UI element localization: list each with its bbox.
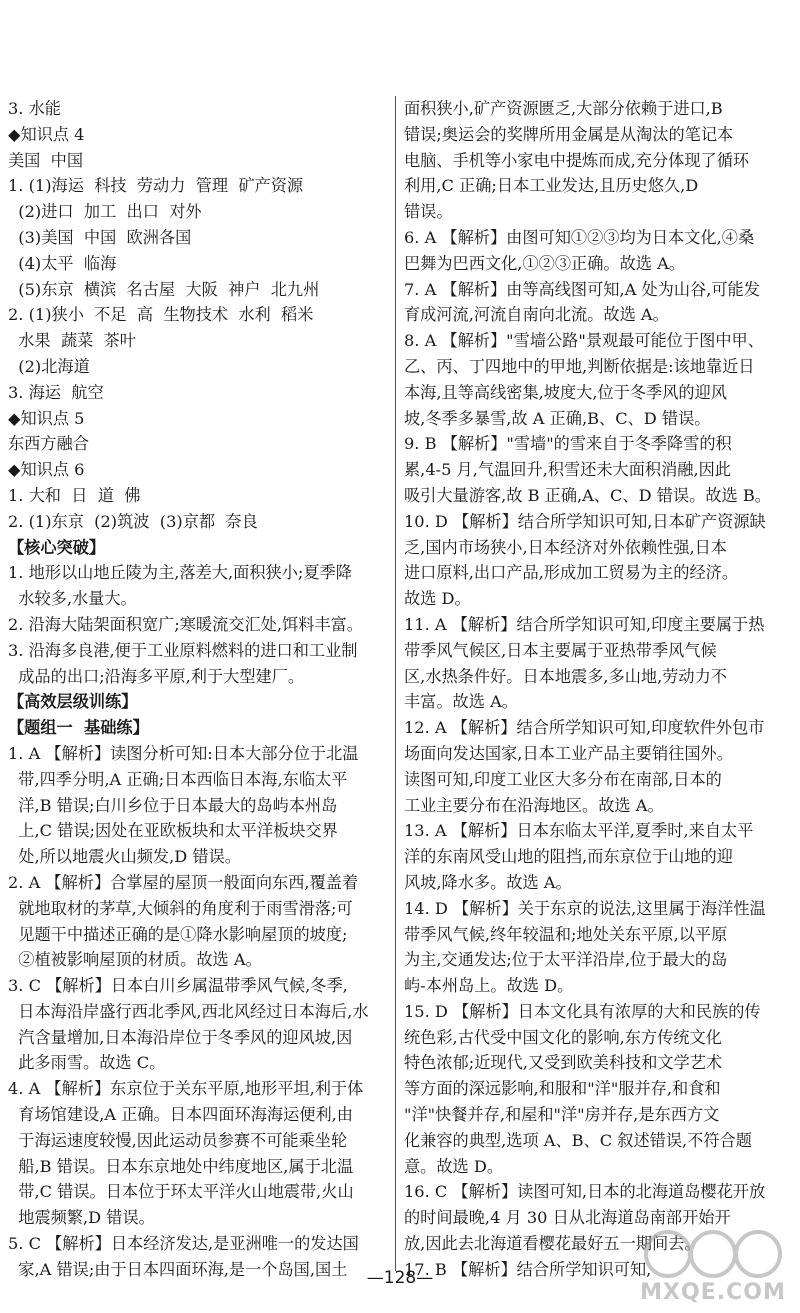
right-text-line: 16. C 【解析】读图可知,日本的北海道岛樱花开放 [404,1182,766,1202]
right-text-line: 工业主要分布在沿海地区。故选 A。 [404,795,664,815]
left-text-line: (2)进口 加工 出口 对外 [8,202,202,222]
right-text-line: 读图可知,印度工业区大多分布在南部,日本的 [404,769,722,789]
left-text-line: 就地取材的茅草,大倾斜的角度利于雨雪滑落;可 [8,898,353,918]
left-text-line: 1. (1)海运 科技 劳动力 管理 矿产资源 [8,176,304,196]
right-text-line: 放,因此去北海道看樱花最好五一期间去。 [404,1234,701,1254]
right-text-line: 17. B 【解析】结合所学知识可知, [404,1259,652,1279]
right-text-line: 15. D 【解析】日本文化具有浓厚的大和民族的传 [404,1001,761,1021]
right-text-line: 意。故选 D。 [404,1156,504,1176]
left-text-line: 见题干中描述正确的是①降水影响屋顶的坡度; [8,924,348,944]
right-text-line: 6. A 【解析】由图可知①②③均为日本文化,④桑 [404,227,755,247]
right-text-line: 12. A 【解析】结合所学知识可知,印度软件外包市 [404,718,765,738]
right-text-line: 化兼容的典型,选项 A、B、C 叙述错误,不符合题 [404,1130,752,1150]
right-text-line: 乙、丙、丁四地中的甲地,判断依据是:该地靠近日 [404,356,755,376]
right-text-line: 场面向发达国家,日本工业产品主要销往国外。 [404,743,733,763]
right-text-line: 进口原料,出口产品,形成加工贸易为主的经济。 [404,563,739,583]
right-text-line: 9. B 【解析】"雪墙"的雪来自于冬季降雪的积 [404,434,732,454]
watermark-url: MXQE.COM [640,1280,786,1305]
left-text-line: 此多雨雪。故选 C。 [8,1053,166,1073]
right-text-line: 为主,交通发达;位于太平洋沿岸,位于最大的岛 [404,950,728,970]
right-text-line: 14. D 【解析】关于东京的说法,这里属于海洋性温 [404,898,766,918]
left-text-line: 5. C 【解析】日本经济发达,是亚洲唯一的发达国 [8,1234,359,1254]
right-text-line: 带季风气候,终年较温和;地处关东平原,以平原 [404,924,728,944]
left-text-line: 2. 沿海大陆架面积宽广;寒暖流交汇处,饵料丰富。 [8,614,363,634]
right-text-line: 面积狭小,矿产资源匮乏,大部分依赖于进口,B [404,99,723,118]
page-number: —128— [366,1268,434,1288]
left-text-line: 日本海沿岸盛行西北季风,西北风经过日本海后,水 [8,1001,369,1021]
left-text-line: 1. A 【解析】读图分析可知:日本大部分位于北温 [8,743,359,763]
watermark-logo [628,1228,798,1310]
left-text-line: ◆知识点 6 [8,460,85,480]
right-text-line: 巴舞为巴西文化,①②③正确。故选 A。 [404,253,685,273]
left-text-line: (2)北海道 [8,356,90,376]
left-text-line: 带,C 错误。日本位于环太平洋火山地震带,火山 [8,1182,354,1202]
left-text-line: 3. 水能 [8,99,61,118]
right-text-line: 累,4-5 月,气温回升,积雪还未大面积消融,因此 [404,460,731,480]
left-text-line: 水较多,水量大。 [8,589,137,609]
left-text-line: (3)美国 中国 欧洲各国 [8,227,192,247]
left-text-line: 带,四季分明,A 正确;日本西临日本海,东临太平 [8,769,348,789]
right-text-line: 统色彩,古代受中国文化的影响,东方传统文化 [404,1027,722,1047]
right-text-line: "洋"快餐并存,和屋和"洋"房并存,是东西方文 [404,1105,720,1125]
left-text-line: 船,B 错误。日本东京地处中纬度地区,属于北温 [8,1156,354,1176]
right-text-line: 丰富。故选 A。 [404,692,518,712]
left-text-line: 洋,B 错误;白川乡位于日本最大的岛屿本州岛 [8,795,338,815]
column-divider [395,96,396,1271]
right-text-line: 故选 D。 [404,589,471,609]
right-text-line: 利用,C 正确;日本工业发达,且历史悠久,D [404,176,699,196]
right-text-line: 的时间最晚,4 月 30 日从北海道岛南部开始开 [404,1208,731,1228]
left-text-line: 于海运速度较慢,因此运动员参赛不可能乘坐轮 [8,1130,348,1150]
right-text-line: 等方面的深远影响,和服和"洋"服并存,和食和 [404,1079,721,1099]
right-text-line: 风坡,降水多。故选 A。 [404,872,572,892]
left-text-line: ◆知识点 4 [8,124,85,144]
left-text-line: 育场馆建设,A 正确。日本四面环海海运便利,由 [8,1105,353,1125]
left-text-line: 【题组一 基础练】 [8,718,149,738]
right-text-line: 坡,冬季多暴雪,故 A 正确,B、C、D 错误。 [404,408,711,428]
left-text-line: 地震频繁,D 错误。 [8,1208,155,1228]
left-text-line: 成品的出口;沿海多平原,利于大型建厂。 [8,666,305,686]
left-text-line: 水果 蔬菜 茶叶 [8,331,136,351]
right-column [404,96,792,1283]
left-text-line: 4. A 【解析】东京位于关东平原,地形平坦,利于体 [8,1079,364,1099]
left-text-line: ②植被影响屋顶的材质。故选 A。 [8,950,262,970]
right-text-line: 电脑、手机等小家电中提炼而成,充分体现了循环 [404,150,750,170]
left-text-line: 1. 地形以山地丘陵为主,落差大,面积狭小;夏季降 [8,563,352,583]
left-text-line: 2. (1)狭小 不足 高 生物技术 水利 稻米 [8,305,314,325]
right-text-line: 本海,且等高线密集,坡度大,位于冬季风的迎风 [404,382,727,402]
left-text-line: 3. 海运 航空 [8,382,104,402]
left-text-line: 【核心突破】 [8,537,106,557]
left-text-line: 3. 沿海多良港,便于工业原料燃料的进口和工业制 [8,640,358,660]
right-text-line: 带季风气候区,日本主要属于亚热带季风气候 [404,640,717,660]
watermark-badge-icon [628,1228,798,1280]
right-text-line: 10. D 【解析】结合所学知识可知,日本矿产资源缺 [404,511,766,531]
right-text-line: 错误。 [404,202,453,222]
right-text-line: 吸引大量游客,故 B 正确,A、C、D 错误。故选 B。 [404,485,771,505]
right-text-line: 错误;奥运会的奖牌所用金属是从淘汰的笔记本 [404,124,734,144]
left-text-line: 1. 大和 日 道 佛 [8,485,141,505]
right-text-line: 洋的东南风受山地的阻挡,而东京位于山地的迎 [404,847,733,867]
left-text-line: ◆知识点 5 [8,408,85,428]
left-text-line: 美国 中国 [8,150,84,170]
right-text-line: 乏,国内市场狭小,日本经济对外依赖性强,日本 [404,537,727,557]
right-text-line: 育成河流,河流自南向北流。故选 A。 [404,305,669,325]
left-text-line: 【高效层级训练】 [8,692,138,712]
left-column [8,96,388,1283]
left-text-line: 处,所以地震火山频发,D 错误。 [8,847,241,867]
right-text-line: 13. A 【解析】日本东临太平洋,夏季时,来自太平 [404,821,754,841]
left-text-line: (5)东京 横滨 名古屋 大阪 神户 北九州 [8,279,320,299]
right-text-line: 8. A 【解析】"雪墙公路"景观最可能位于图中甲、 [404,331,764,351]
left-text-line: 东西方融合 [8,434,89,454]
left-text-line: 汽含量增加,日本海沿岸位于冬季风的迎风坡,因 [8,1027,353,1047]
left-text-line: 2. A 【解析】合掌屋的屋顶一般面向东西,覆盖着 [8,872,359,892]
left-text-line: 家,A 错误;由于日本四面环海,是一个岛国,国土 [8,1259,348,1279]
left-text-line: 3. C 【解析】日本白川乡属温带季风气候,冬季, [8,976,348,996]
left-text-line: 2. (1)东京 (2)筑波 (3)京都 奈良 [8,511,258,531]
right-text-line: 7. A 【解析】由等高线图可知,A 处为山谷,可能发 [404,279,760,299]
left-text-line: (4)太平 临海 [8,253,117,273]
left-text-line: 上,C 错误;因处在亚欧板块和太平洋板块交界 [8,821,338,841]
right-text-line: 11. A 【解析】结合所学知识可知,印度主要属于热 [404,614,765,634]
right-text-line: 区,水热条件好。日本地震多,多山地,劳动力不 [404,666,727,686]
right-text-line: 屿-本州岛上。故选 D。 [404,976,574,996]
right-text-line: 特色浓郁;近现代,又受到欧美科技和文学艺术 [404,1053,723,1073]
